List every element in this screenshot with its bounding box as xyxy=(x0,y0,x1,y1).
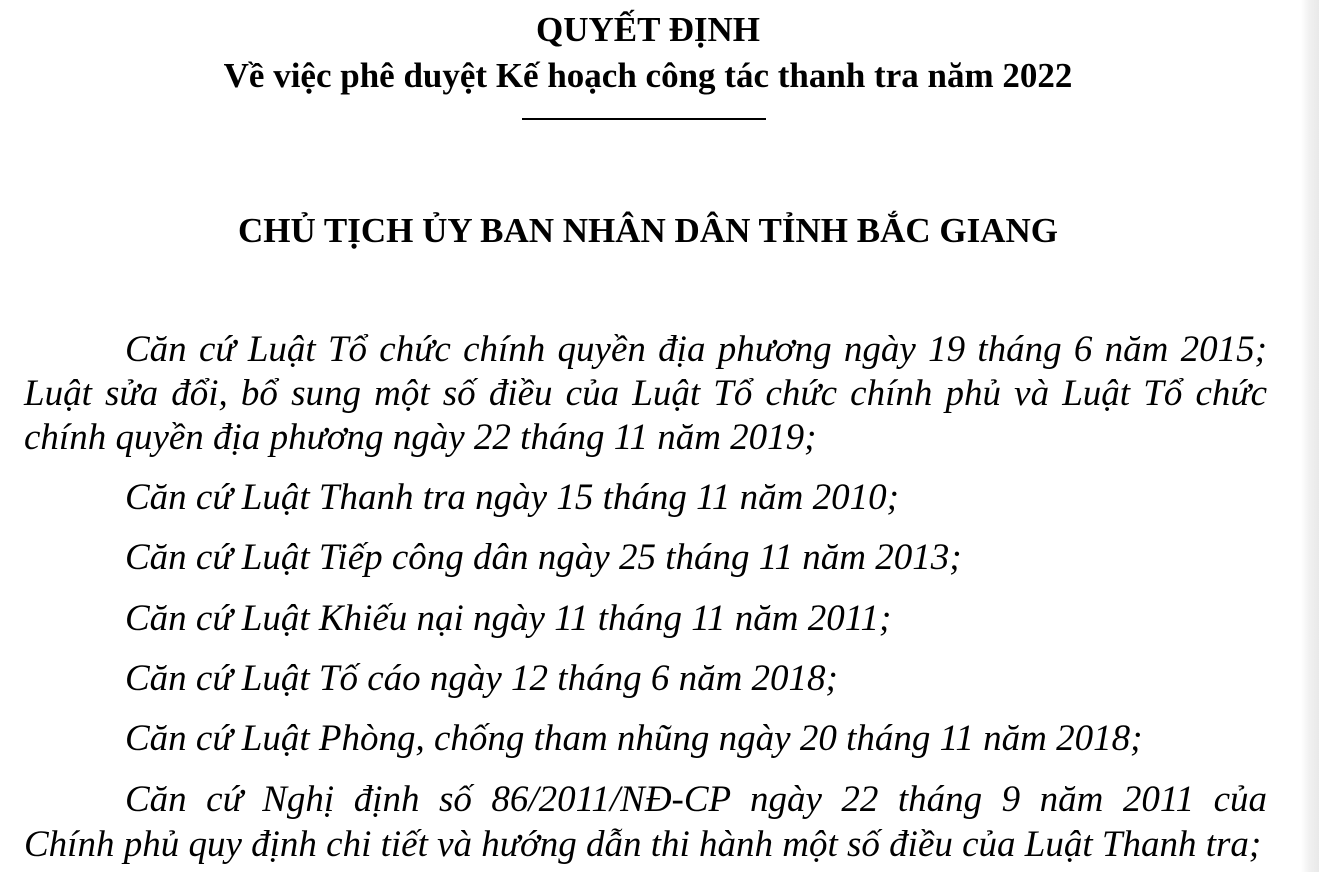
basis-line: chính quyền địa phương ngày 22 tháng 11 năm 2019; xyxy=(24,417,817,458)
basis-line: Căn cứ Nghị định số 86/2011/NĐ-CP ngày 22 tháng 9 năm 2011 của xyxy=(125,779,1267,820)
basis-line: Căn cứ Luật Khiếu nại ngày 11 tháng 11 năm 2011; xyxy=(125,598,892,639)
decision-subtitle: Về việc phê duyệt Kế hoạch công tác thanh tra năm 2022 xyxy=(223,56,1073,95)
basis-line: Luật sửa đổi, bổ sung một số điều của Luật Tổ chức chính phủ và Luật Tổ chức xyxy=(24,373,1267,414)
basis-line: Căn cứ Luật Tố cáo ngày 12 tháng 6 năm 2018; xyxy=(125,658,838,699)
basis-line: Căn cứ Luật Tổ chức chính quyền địa phương ngày 19 tháng 6 năm 2015; xyxy=(125,329,1267,370)
page-edge-shadow xyxy=(1301,0,1319,872)
basis-line: Chính phủ quy định chi tiết và hướng dẫn thi hành một số điều của Luật Thanh tra; xyxy=(24,824,1262,865)
basis-line: Căn cứ Luật Phòng, chống tham nhũng ngày 20 tháng 11 năm 2018; xyxy=(125,718,1143,759)
basis-line: Căn cứ Luật Tiếp công dân ngày 25 tháng 11 năm 2013; xyxy=(125,537,962,578)
title-underline xyxy=(522,118,766,120)
decision-title: QUYẾT ĐỊNH xyxy=(536,10,760,49)
basis-line: Căn cứ Luật Thanh tra ngày 15 tháng 11 năm 2010; xyxy=(125,477,899,518)
issuing-authority: CHỦ TỊCH ỦY BAN NHÂN DÂN TỈNH BẮC GIANG xyxy=(238,211,1058,250)
